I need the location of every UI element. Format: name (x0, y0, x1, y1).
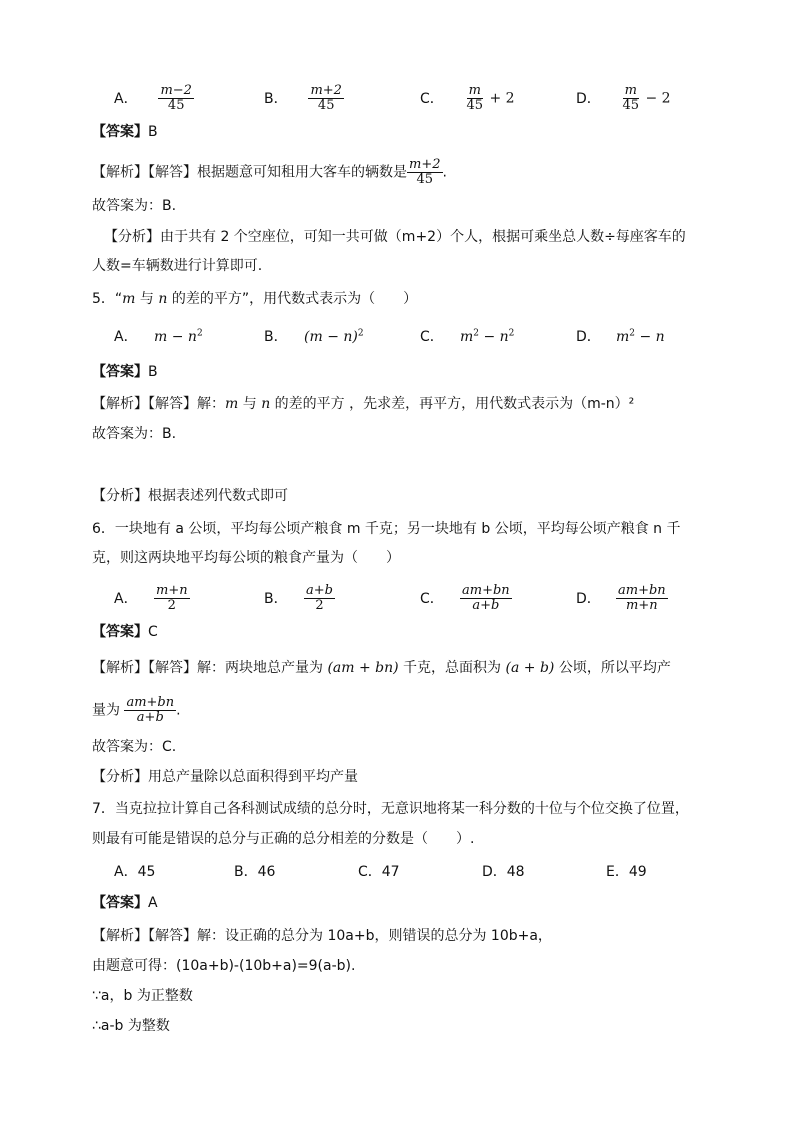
q7-analysis-line4: ∴a-b 为整数 (92, 1018, 170, 1034)
fraction: $\frac{am+bn}{a+b}$ (462, 583, 510, 613)
q6-option-b[interactable]: B． $\frac{a+b}{2}$ (264, 583, 333, 613)
q5-stem: 5．“m 与 n 的差的平方”，用代数式表示为（ ） (92, 291, 418, 307)
q4-fenxi-line1: 【分析】由于共有 2 个空座位，可知一共可做（m+2）个人，根据可乘坐总人数÷每座客车的 (104, 229, 686, 245)
q4-option-d[interactable]: D． $\frac{m}{45}$ − 2 (576, 83, 671, 113)
q6-stem-line1: 6．一块地有 a 公顷，平均每公顷产粮食 m 千克；另一块地有 b 公顷，平均每公顷产粮食 n 千 (92, 521, 681, 537)
q6-answer: 【答案】C (92, 624, 158, 640)
fraction: $\frac{m}{45}$ (622, 83, 639, 113)
q7-analysis-line2: 由题意可得：(10a+b)-(10b+a)=9(a-b). (92, 958, 356, 974)
q6-option-d[interactable]: D． $\frac{am+bn}{m+n}$ (576, 583, 666, 613)
q7-option-d[interactable]: D．48 (482, 864, 525, 880)
q6-conclusion: 故答案为：C. (92, 739, 177, 755)
q6-analysis-line1: 【解析】【解答】解：两块地总产量为 (am + bn) 千克，总面积为 (a + b) 公顷，所以平均产 (92, 660, 671, 676)
q4-option-b[interactable]: B． $\frac{m+2}{45}$ (264, 83, 342, 113)
q7-analysis-line3: ∵a，b 为正整数 (92, 988, 193, 1004)
q4-option-a[interactable]: A． $\frac{m-2}{45}$ (114, 83, 192, 113)
q4-fenxi-line2: 人数=车辆数进行计算即可. (92, 258, 263, 274)
q5-analysis: 【解析】【解答】解：m 与 n 的差的平方 ，先求差，再平方，用代数式表示为（m-n）² (92, 396, 635, 412)
fraction: $\frac{am+bn}{m+n}$ (618, 583, 666, 613)
q7-analysis: 【解析】【解答】解：设正确的总分为 10a+b，则错误的总分为 10b+a， (92, 928, 552, 944)
q5-fenxi: 【分析】根据表述列代数式即可 (92, 488, 288, 504)
q5-option-c[interactable]: C． $m^2 - n^2$ (420, 328, 515, 345)
q7-stem-line1: 7．当克拉拉计算自己各科测试成绩的总分时，无意识地将某一科分数的十位与个位交换了位置， (92, 801, 689, 817)
q5-answer: 【答案】B (92, 364, 158, 380)
q6-analysis-line2: 量为 $\frac{am+bn}{a+b}$ . (92, 695, 181, 725)
q6-stem-line2: 克，则这两块地平均每公顷的粮食产量为（ ） (92, 550, 400, 566)
q7-option-a[interactable]: A．45 (114, 864, 156, 880)
q7-answer: 【答案】A (92, 895, 158, 911)
q5-option-a[interactable]: A． $m - n^2$ (114, 328, 203, 345)
q6-option-a[interactable]: A． $\frac{m+n}{2}$ (114, 583, 188, 613)
q7-option-c[interactable]: C．47 (358, 864, 400, 880)
q5-conclusion: 故答案为：B. (92, 426, 177, 442)
q6-fenxi: 【分析】用总产量除以总面积得到平均产量 (92, 769, 358, 785)
fraction: $\frac{am+bn}{a+b}$ (126, 695, 175, 725)
fraction: $\frac{m+2}{45}$ (310, 83, 342, 113)
q7-stem-line2: 则最有可能是错误的总分与正确的总分相差的分数是（ ）. (92, 831, 475, 847)
q4-analysis: 【解析】【解答】根据题意可知租用大客车的辆数是 $\frac{m+2}{45}$ . (92, 157, 447, 187)
fraction: $\frac{m+2}{45}$ (409, 157, 441, 187)
q4-answer: 【答案】B (92, 124, 158, 140)
fraction: $\frac{m}{45}$ (466, 83, 483, 113)
q4-option-c[interactable]: C． $\frac{m}{45}$ + 2 (420, 83, 515, 113)
fraction: $\frac{m-2}{45}$ (160, 83, 192, 113)
fraction: $\frac{m+n}{2}$ (156, 583, 188, 613)
q7-option-e[interactable]: E．49 (606, 864, 647, 880)
q4-conclusion: 故答案为：B. (92, 198, 177, 214)
q5-option-d[interactable]: D． $m^2 - n$ (576, 328, 665, 345)
q6-option-c[interactable]: C． $\frac{am+bn}{a+b}$ (420, 583, 510, 613)
fraction: $\frac{a+b}{2}$ (306, 583, 333, 613)
q5-option-b[interactable]: B． $(m - n)^2$ (264, 328, 364, 345)
q7-option-b[interactable]: B．46 (234, 864, 276, 880)
